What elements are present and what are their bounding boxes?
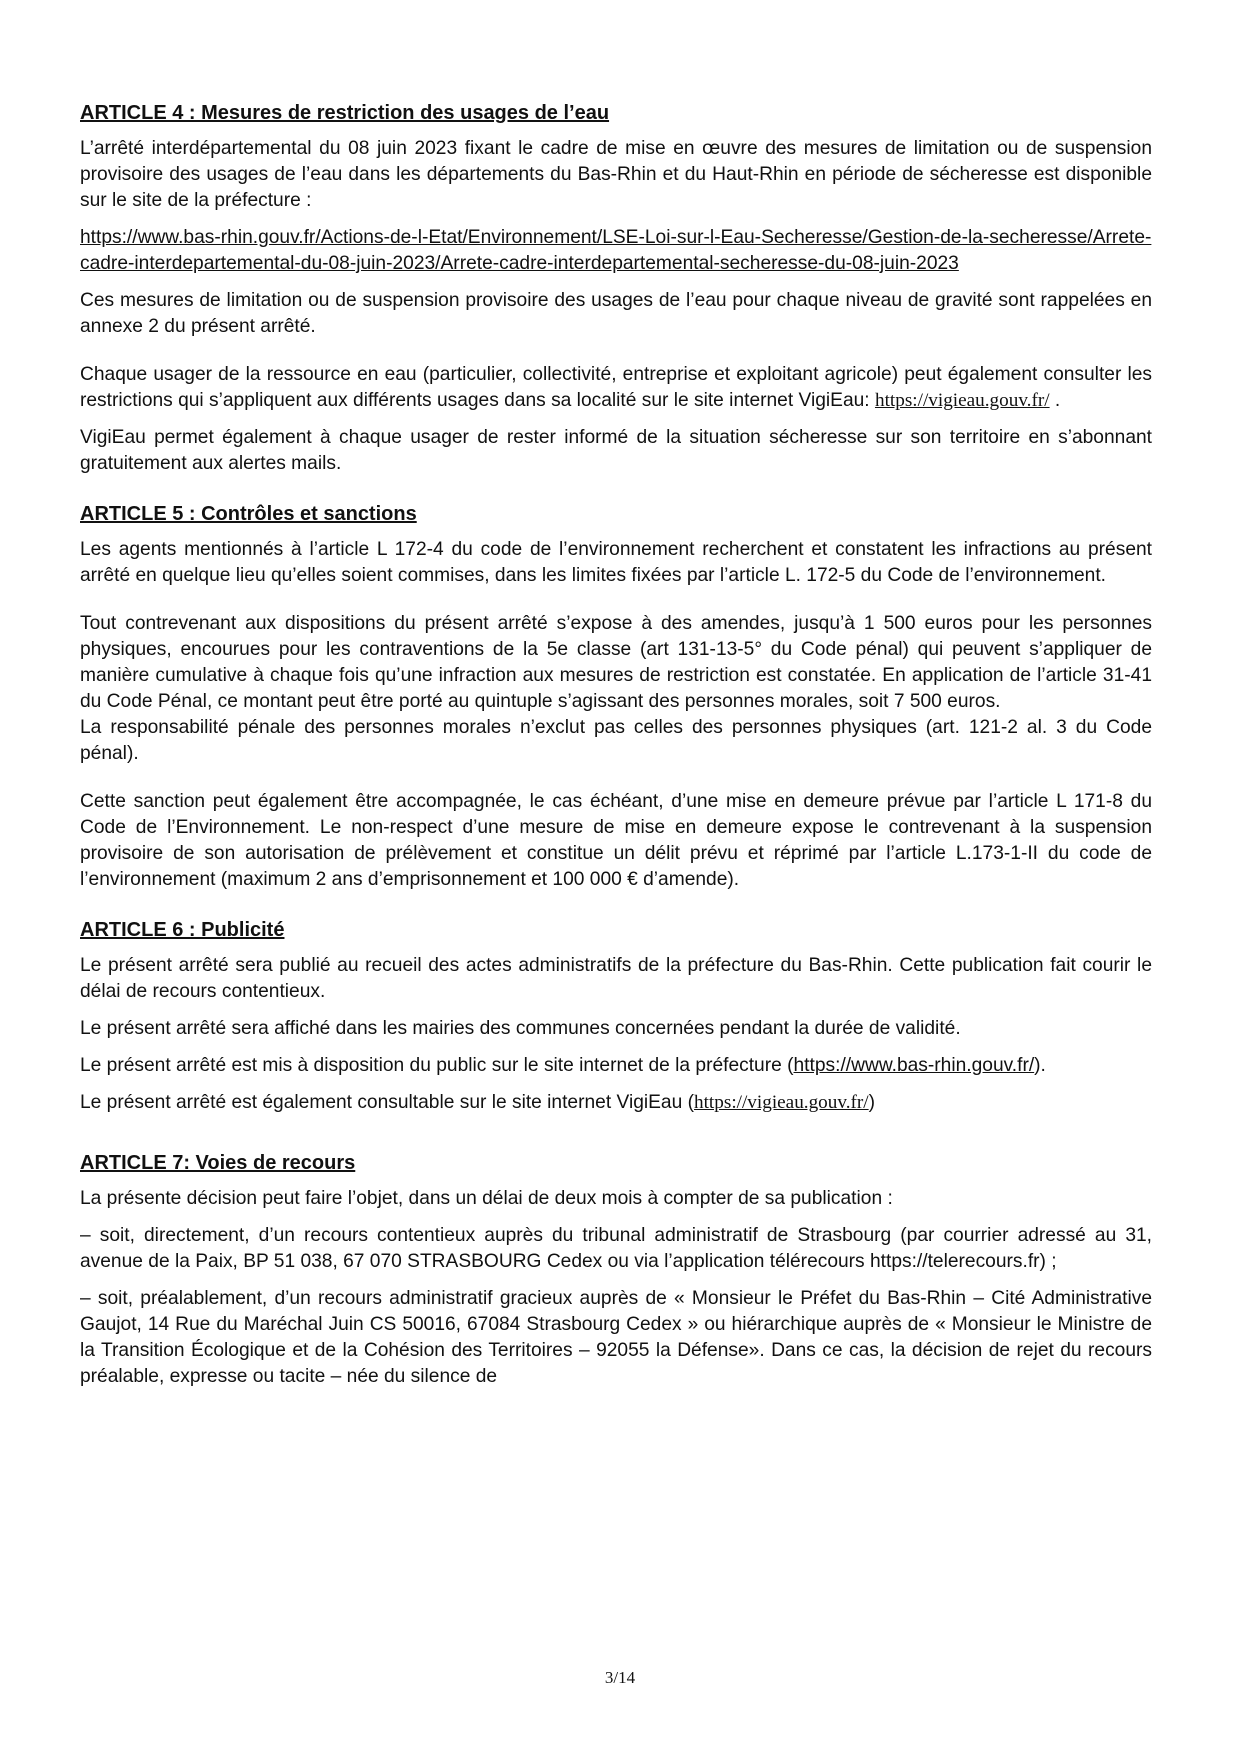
article-4-heading: ARTICLE 4 : Mesures de restriction des usages de l’eau [80,102,610,124]
page-number: 3/14 [604,1668,636,1687]
article-5-paragraph-1: Les agents mentionnés à l’article L 172-4 du code de l’environnement recherchent et constatent les infractions au présent arrêté en quelque lieu qu’elles soient commises, dans les limites fixées par l’article L. 172-5 du Code de l’environnement. [80,539,1152,586]
article-4 [80,100,1152,477]
article-6 [80,917,1152,1116]
article-6-paragraph-2: Le présent arrêté sera affiché dans les mairies des communes concernées pendant la durée de validité. [80,1018,961,1039]
article-4-paragraph-1: L’arrêté interdépartemental du 08 juin 2023 fixant le cadre de mise en œuvre des mesures de limitation ou de suspension provisoire des usages de l’eau dans les départements du Bas-Rhin et du Haut-Rhin en période de sécheresse est disponible sur le site de la préfecture : [80,138,1152,211]
article-4-paragraph-3 [80,362,1152,414]
article-5-paragraph-2: Tout contrevenant aux dispositions du présent arrêté s’expose à des amendes, jusqu’à 1 500 euros pour les personnes physiques, encourues pour les contraventions de la 5e classe (art 131-13-5° du Code pénal) qui peuvent s’appliquer de manière cumulative à chaque fois qu’une infraction aux mesures de restriction est constatée. En application de l’article 31-41 du Code Pénal, ce montant peut être porté au quintuple s’agissant des personnes morales, soit 7 500 euros. [80,613,1152,712]
prefecture-link[interactable]: https://www.bas-rhin.gouv.fr/ [793,1055,1035,1076]
article-7-paragraph-1: La présente décision peut faire l’objet, dans un délai de deux mois à compter de sa publication : [80,1188,893,1209]
article-6-paragraph-4-text: Le présent arrêté est également consultable sur le site internet VigiEau ( [80,1092,694,1113]
article-6-paragraph-4 [80,1090,1152,1116]
document-body [80,100,1152,1414]
article-4-url-link[interactable]: https://www.bas-rhin.gouv.fr/Actions-de-l-Etat/Environnement/LSE-Loi-sur-l-Eau-Secheresse/Gestion-de-la-secheresse/Arrete-cadre-interdepartemental-du-08-juin-2023/Arrete-cadre-interdepartemental-secheresse-du-08-juin-2023 [80,227,1152,274]
article-4-paragraph-3-text: Chaque usager de la ressource en eau (particulier, collectivité, entreprise et exploitant agricole) peut également consulter les restrictions qui s’appliquent aux différents usages dans sa localité sur le site internet VigiEau: [80,364,1152,411]
article-5-paragraph-4: Cette sanction peut également être accompagnée, le cas échéant, d’une mise en demeure prévue par l’article L 171-8 du Code de l’Environnement. Le non-respect d’une mesure de mise en demeure expose le contrevenant à la suspension provisoire de son autorisation de prélèvement et constitue un délit prévu et réprimé par l’article L.173-1-II du code de l’environnement (maximum 2 ans d’emprisonnement et 100 000 € d’amende). [80,791,1152,890]
article-5-paragraph-3: La responsabilité pénale des personnes morales n’exclut pas celles des personnes physiques (art. 121-2 al. 3 du Code pénal). [80,717,1152,764]
article-7-paragraph-2: – soit, directement, d’un recours contentieux auprès du tribunal administratif de Strasbourg (par courrier adressé au 31, avenue de la Paix, BP 51 038, 67 070 STRASBOURG Cedex ou via l’application télérecours https://telerecours.fr) ; [80,1225,1152,1272]
article-6-paragraph-1: Le présent arrêté sera publié au recueil des actes administratifs de la préfecture du Bas-Rhin. Cette publication fait courir le délai de recours contentieux. [80,955,1152,1002]
article-5-heading: ARTICLE 5 : Contrôles et sanctions [80,503,417,525]
vigieau-link-2[interactable]: https://vigieau.gouv.fr/ [694,1092,869,1113]
article-7-paragraph-3: – soit, préalablement, d’un recours administratif gracieux auprès de « Monsieur le Préfet du Bas-Rhin – Cité Administrative Gaujot, 14 Rue du Maréchal Juin CS 50016, 67084 Strasbourg Cedex » ou hiérarchique auprès de « Monsieur le Ministre de la Transition Écologique et de la Cohésion des Territoires – 92055 la Défense». Dans ce cas, la décision de rejet du recours préalable, expresse ou tacite – née du silence de [80,1288,1152,1387]
article-7 [80,1150,1152,1390]
article-6-paragraph-3-end: ). [1034,1055,1046,1076]
article-6-paragraph-3 [80,1053,1152,1079]
article-6-paragraph-4-end: ) [868,1092,876,1113]
article-4-paragraph-2: Ces mesures de limitation ou de suspension provisoire des usages de l’eau pour chaque niveau de gravité sont rappelées en annexe 2 du présent arrêté. [80,290,1152,337]
article-4-paragraph-4: VigiEau permet également à chaque usager de rester informé de la situation sécheresse sur son territoire en s’abonnant gratuitement aux alertes mails. [80,427,1152,474]
article-5 [80,501,1152,893]
article-6-paragraph-3-text: Le présent arrêté est mis à disposition du public sur le site internet de la préfecture ( [80,1055,794,1076]
article-4-paragraph-3-end: . [1049,390,1061,411]
article-6-heading: ARTICLE 6 : Publicité [80,919,285,941]
vigieau-link[interactable]: https://vigieau.gouv.fr/ [874,390,1050,411]
article-7-heading: ARTICLE 7: Voies de recours [80,1152,356,1174]
